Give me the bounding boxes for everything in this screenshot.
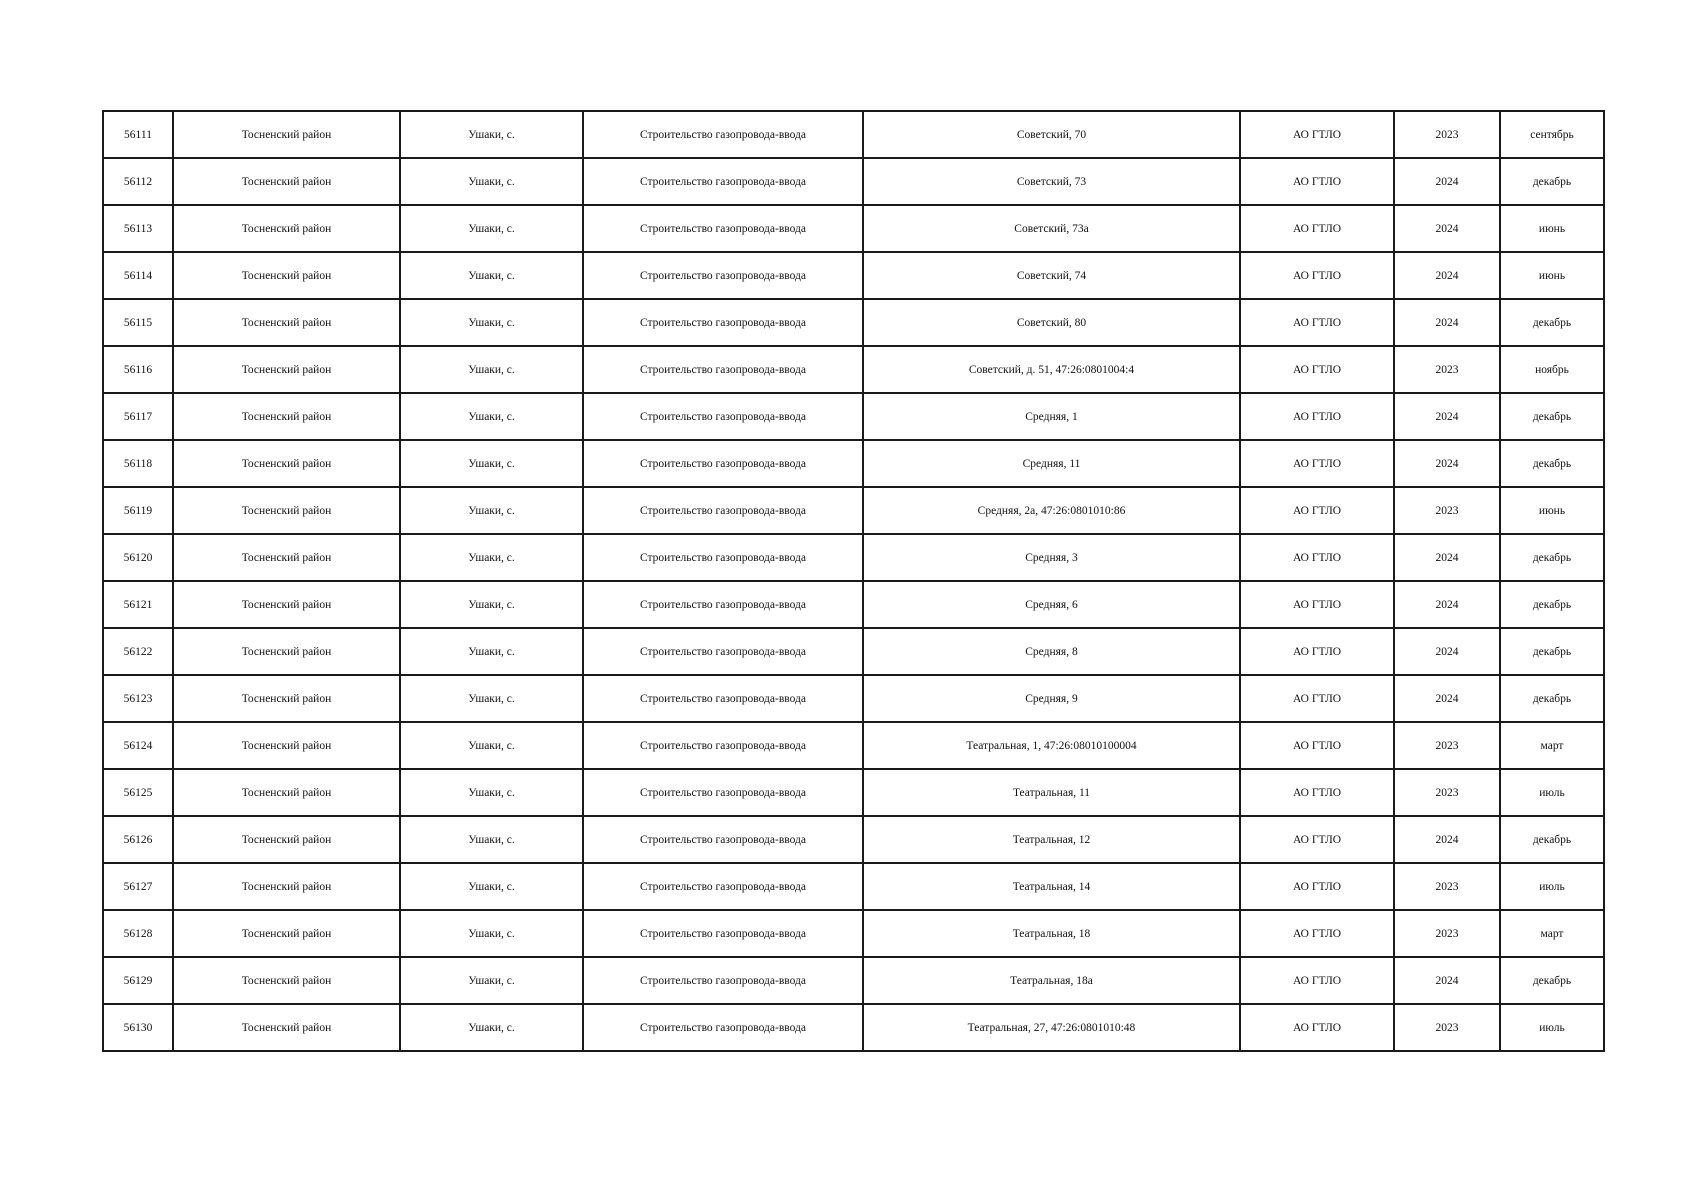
table-row: [103, 487, 1604, 534]
cell-district: Тосненский район: [173, 722, 400, 769]
table-row: [103, 910, 1604, 957]
cell-locality: Ушаки, с.: [400, 487, 583, 534]
cell-org: АО ГТЛО: [1240, 910, 1394, 957]
cell-address: Советский, д. 51, 47:26:0801004:4: [863, 346, 1240, 393]
cell-id: 56111: [103, 111, 173, 158]
cell-work: Строительство газопровода-ввода: [583, 534, 863, 581]
cell-district: Тосненский район: [173, 769, 400, 816]
cell-year: 2023: [1394, 722, 1500, 769]
cell-year: 2024: [1394, 393, 1500, 440]
cell-month: декабрь: [1500, 581, 1604, 628]
cell-org: АО ГТЛО: [1240, 534, 1394, 581]
gasification-schedule-table: [102, 110, 1605, 1052]
cell-org: АО ГТЛО: [1240, 393, 1394, 440]
cell-district: Тосненский район: [173, 252, 400, 299]
cell-year: 2024: [1394, 957, 1500, 1004]
cell-locality: Ушаки, с.: [400, 111, 583, 158]
cell-address: Советский, 74: [863, 252, 1240, 299]
cell-district: Тосненский район: [173, 628, 400, 675]
cell-year: 2024: [1394, 675, 1500, 722]
cell-org: АО ГТЛО: [1240, 299, 1394, 346]
cell-address: Средняя, 3: [863, 534, 1240, 581]
cell-year: 2024: [1394, 299, 1500, 346]
cell-locality: Ушаки, с.: [400, 910, 583, 957]
table-row: [103, 816, 1604, 863]
table-row: [103, 534, 1604, 581]
cell-district: Тосненский район: [173, 675, 400, 722]
cell-district: Тосненский район: [173, 346, 400, 393]
cell-work: Строительство газопровода-ввода: [583, 487, 863, 534]
cell-month: декабрь: [1500, 957, 1604, 1004]
cell-org: АО ГТЛО: [1240, 769, 1394, 816]
cell-address: Средняя, 8: [863, 628, 1240, 675]
cell-locality: Ушаки, с.: [400, 252, 583, 299]
cell-locality: Ушаки, с.: [400, 722, 583, 769]
cell-locality: Ушаки, с.: [400, 957, 583, 1004]
cell-address: Театральная, 14: [863, 863, 1240, 910]
cell-month: ноябрь: [1500, 346, 1604, 393]
cell-district: Тосненский район: [173, 863, 400, 910]
cell-id: 56112: [103, 158, 173, 205]
cell-id: 56126: [103, 816, 173, 863]
cell-address: Советский, 73а: [863, 205, 1240, 252]
cell-district: Тосненский район: [173, 393, 400, 440]
cell-district: Тосненский район: [173, 910, 400, 957]
cell-locality: Ушаки, с.: [400, 1004, 583, 1051]
cell-address: Средняя, 11: [863, 440, 1240, 487]
cell-work: Строительство газопровода-ввода: [583, 581, 863, 628]
cell-locality: Ушаки, с.: [400, 205, 583, 252]
cell-address: Театральная, 1, 47:26:08010100004: [863, 722, 1240, 769]
cell-id: 56115: [103, 299, 173, 346]
cell-year: 2023: [1394, 769, 1500, 816]
cell-work: Строительство газопровода-ввода: [583, 910, 863, 957]
cell-org: АО ГТЛО: [1240, 722, 1394, 769]
cell-org: АО ГТЛО: [1240, 1004, 1394, 1051]
cell-locality: Ушаки, с.: [400, 863, 583, 910]
cell-month: июль: [1500, 769, 1604, 816]
table-row: [103, 957, 1604, 1004]
cell-org: АО ГТЛО: [1240, 628, 1394, 675]
cell-id: 56122: [103, 628, 173, 675]
table-row: [103, 111, 1604, 158]
cell-district: Тосненский район: [173, 1004, 400, 1051]
table-row: [103, 1004, 1604, 1051]
cell-org: АО ГТЛО: [1240, 863, 1394, 910]
table-row: [103, 393, 1604, 440]
table-row: [103, 675, 1604, 722]
cell-org: АО ГТЛО: [1240, 816, 1394, 863]
cell-year: 2024: [1394, 534, 1500, 581]
cell-month: декабрь: [1500, 534, 1604, 581]
table-row: [103, 299, 1604, 346]
cell-year: 2023: [1394, 910, 1500, 957]
cell-work: Строительство газопровода-ввода: [583, 675, 863, 722]
cell-month: июнь: [1500, 487, 1604, 534]
cell-month: декабрь: [1500, 628, 1604, 675]
cell-month: декабрь: [1500, 440, 1604, 487]
cell-district: Тосненский район: [173, 957, 400, 1004]
cell-district: Тосненский район: [173, 534, 400, 581]
cell-org: АО ГТЛО: [1240, 205, 1394, 252]
cell-year: 2023: [1394, 487, 1500, 534]
cell-work: Строительство газопровода-ввода: [583, 205, 863, 252]
cell-locality: Ушаки, с.: [400, 393, 583, 440]
cell-district: Тосненский район: [173, 581, 400, 628]
cell-year: 2023: [1394, 1004, 1500, 1051]
cell-locality: Ушаки, с.: [400, 816, 583, 863]
cell-id: 56114: [103, 252, 173, 299]
cell-work: Строительство газопровода-ввода: [583, 440, 863, 487]
cell-month: июнь: [1500, 252, 1604, 299]
cell-work: Строительство газопровода-ввода: [583, 816, 863, 863]
table-row: [103, 158, 1604, 205]
cell-address: Средняя, 6: [863, 581, 1240, 628]
cell-month: июль: [1500, 863, 1604, 910]
cell-year: 2024: [1394, 252, 1500, 299]
cell-id: 56118: [103, 440, 173, 487]
table-body: [103, 111, 1604, 1051]
cell-address: Театральная, 11: [863, 769, 1240, 816]
cell-org: АО ГТЛО: [1240, 581, 1394, 628]
cell-org: АО ГТЛО: [1240, 111, 1394, 158]
cell-year: 2024: [1394, 440, 1500, 487]
cell-id: 56124: [103, 722, 173, 769]
cell-month: декабрь: [1500, 299, 1604, 346]
cell-month: декабрь: [1500, 675, 1604, 722]
table-row: [103, 722, 1604, 769]
cell-id: 56119: [103, 487, 173, 534]
cell-locality: Ушаки, с.: [400, 440, 583, 487]
cell-id: 56123: [103, 675, 173, 722]
table-row: [103, 252, 1604, 299]
cell-work: Строительство газопровода-ввода: [583, 957, 863, 1004]
cell-year: 2024: [1394, 205, 1500, 252]
cell-id: 56125: [103, 769, 173, 816]
cell-work: Строительство газопровода-ввода: [583, 863, 863, 910]
cell-locality: Ушаки, с.: [400, 299, 583, 346]
cell-id: 56130: [103, 1004, 173, 1051]
cell-month: июнь: [1500, 205, 1604, 252]
table-row: [103, 205, 1604, 252]
cell-district: Тосненский район: [173, 111, 400, 158]
cell-work: Строительство газопровода-ввода: [583, 299, 863, 346]
cell-work: Строительство газопровода-ввода: [583, 111, 863, 158]
cell-work: Строительство газопровода-ввода: [583, 346, 863, 393]
cell-org: АО ГТЛО: [1240, 487, 1394, 534]
cell-work: Строительство газопровода-ввода: [583, 628, 863, 675]
cell-org: АО ГТЛО: [1240, 675, 1394, 722]
cell-address: Театральная, 18а: [863, 957, 1240, 1004]
cell-district: Тосненский район: [173, 816, 400, 863]
cell-id: 56128: [103, 910, 173, 957]
cell-work: Строительство газопровода-ввода: [583, 158, 863, 205]
cell-id: 56120: [103, 534, 173, 581]
cell-org: АО ГТЛО: [1240, 346, 1394, 393]
cell-locality: Ушаки, с.: [400, 346, 583, 393]
cell-org: АО ГТЛО: [1240, 252, 1394, 299]
cell-locality: Ушаки, с.: [400, 534, 583, 581]
cell-month: декабрь: [1500, 158, 1604, 205]
cell-district: Тосненский район: [173, 487, 400, 534]
cell-year: 2024: [1394, 158, 1500, 205]
cell-org: АО ГТЛО: [1240, 158, 1394, 205]
cell-year: 2023: [1394, 111, 1500, 158]
cell-month: декабрь: [1500, 816, 1604, 863]
cell-address: Советский, 70: [863, 111, 1240, 158]
cell-month: март: [1500, 722, 1604, 769]
cell-id: 56121: [103, 581, 173, 628]
cell-month: декабрь: [1500, 393, 1604, 440]
cell-year: 2023: [1394, 346, 1500, 393]
cell-year: 2023: [1394, 863, 1500, 910]
cell-address: Театральная, 27, 47:26:0801010:48: [863, 1004, 1240, 1051]
cell-month: сентябрь: [1500, 111, 1604, 158]
cell-work: Строительство газопровода-ввода: [583, 252, 863, 299]
cell-locality: Ушаки, с.: [400, 628, 583, 675]
cell-address: Театральная, 12: [863, 816, 1240, 863]
cell-locality: Ушаки, с.: [400, 158, 583, 205]
cell-address: Советский, 80: [863, 299, 1240, 346]
table-row: [103, 863, 1604, 910]
cell-work: Строительство газопровода-ввода: [583, 722, 863, 769]
cell-id: 56129: [103, 957, 173, 1004]
cell-id: 56113: [103, 205, 173, 252]
cell-address: Средняя, 1: [863, 393, 1240, 440]
cell-org: АО ГТЛО: [1240, 957, 1394, 1004]
cell-id: 56116: [103, 346, 173, 393]
cell-district: Тосненский район: [173, 440, 400, 487]
table-row: [103, 346, 1604, 393]
table-row: [103, 581, 1604, 628]
cell-year: 2024: [1394, 816, 1500, 863]
table-row: [103, 769, 1604, 816]
cell-month: март: [1500, 910, 1604, 957]
cell-year: 2024: [1394, 628, 1500, 675]
cell-work: Строительство газопровода-ввода: [583, 393, 863, 440]
cell-locality: Ушаки, с.: [400, 581, 583, 628]
cell-address: Советский, 73: [863, 158, 1240, 205]
cell-district: Тосненский район: [173, 205, 400, 252]
cell-address: Средняя, 9: [863, 675, 1240, 722]
cell-id: 56127: [103, 863, 173, 910]
cell-locality: Ушаки, с.: [400, 675, 583, 722]
cell-work: Строительство газопровода-ввода: [583, 1004, 863, 1051]
cell-address: Средняя, 2а, 47:26:0801010:86: [863, 487, 1240, 534]
table-row: [103, 440, 1604, 487]
cell-locality: Ушаки, с.: [400, 769, 583, 816]
cell-month: июль: [1500, 1004, 1604, 1051]
table-row: [103, 628, 1604, 675]
cell-work: Строительство газопровода-ввода: [583, 769, 863, 816]
cell-org: АО ГТЛО: [1240, 440, 1394, 487]
cell-district: Тосненский район: [173, 299, 400, 346]
cell-district: Тосненский район: [173, 158, 400, 205]
cell-year: 2024: [1394, 581, 1500, 628]
cell-address: Театральная, 18: [863, 910, 1240, 957]
cell-id: 56117: [103, 393, 173, 440]
